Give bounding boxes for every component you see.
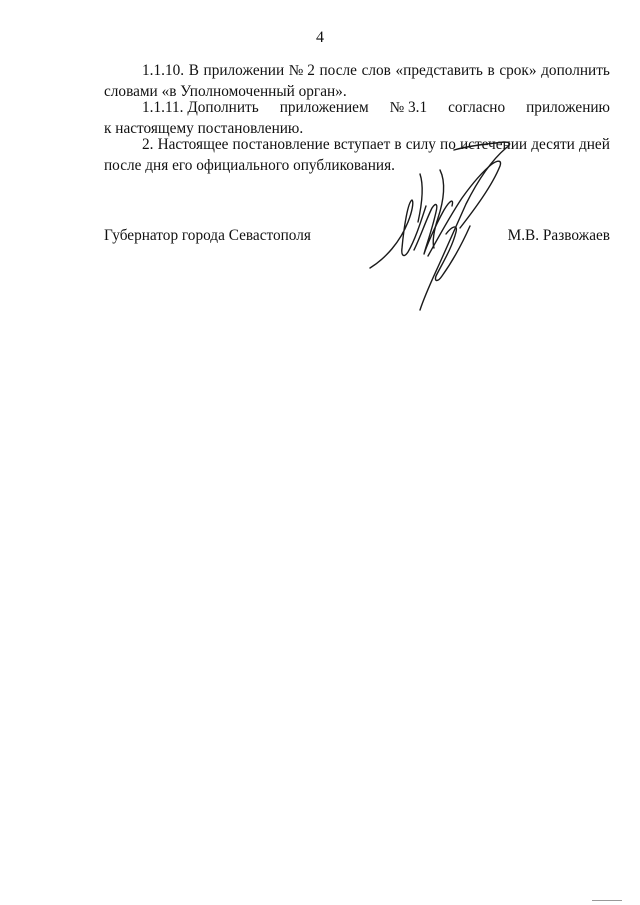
signer-name: М.В. Развожаев xyxy=(507,227,610,244)
word: истечении xyxy=(459,136,528,153)
word: 1.1.10. xyxy=(142,62,185,79)
paragraph-line: после дня его официального опубликования. xyxy=(104,157,395,174)
page-number: 4 xyxy=(316,29,324,46)
signature-stroke xyxy=(420,142,510,310)
signer-title: Губернатор города Севастополя xyxy=(104,227,311,244)
word: в xyxy=(394,136,402,153)
word: приложением xyxy=(279,99,369,116)
word: 2. xyxy=(142,136,154,153)
word: Настоящее xyxy=(157,136,229,153)
paragraph-line: к настоящему постановлению. xyxy=(104,120,304,137)
word: № 3.1 xyxy=(389,99,428,116)
paragraph-line xyxy=(104,97,610,118)
word: срок» xyxy=(499,62,537,79)
word: дней xyxy=(578,136,610,153)
word: слов xyxy=(361,62,391,79)
word: десяти xyxy=(531,136,575,153)
paragraph-line: словами «в Уполномоченный орган». xyxy=(104,83,347,100)
word: в xyxy=(487,62,495,79)
word: приложении xyxy=(203,62,285,79)
word: «представить xyxy=(395,62,483,79)
word: согласно xyxy=(448,99,506,116)
word: приложению xyxy=(526,99,610,116)
word: 1.1.11. Дополнить xyxy=(142,99,259,116)
signature-stroke xyxy=(418,174,422,222)
word: после xyxy=(319,62,357,79)
paragraph-1-1-11 xyxy=(104,97,610,139)
word: силу xyxy=(405,136,436,153)
word: дополнить xyxy=(541,62,610,79)
paragraph-line xyxy=(104,60,610,81)
word: постановление xyxy=(232,136,330,153)
word: В xyxy=(188,62,199,79)
paragraph-line xyxy=(104,134,610,155)
footer-mark xyxy=(592,900,622,901)
handwritten-signature-icon xyxy=(362,130,522,315)
word: вступает xyxy=(333,136,391,153)
word: № 2 xyxy=(288,62,315,79)
word: по xyxy=(440,136,456,153)
paragraph-1-1-10 xyxy=(104,60,610,102)
paragraph-2 xyxy=(104,134,610,176)
signature-stroke xyxy=(370,200,426,268)
